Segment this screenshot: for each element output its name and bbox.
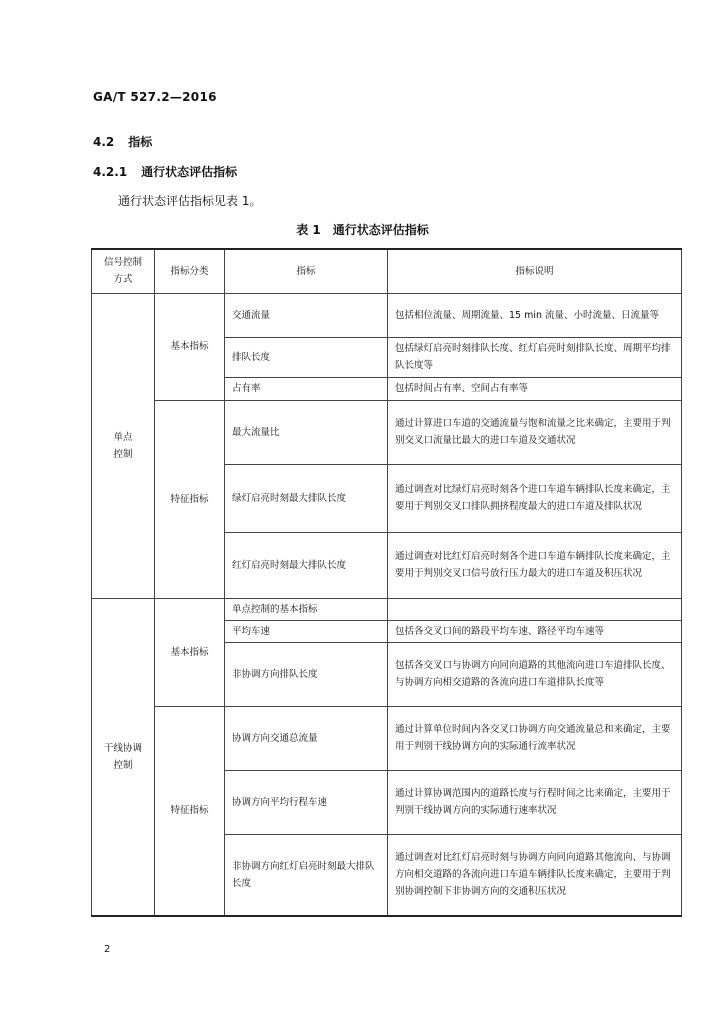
indicator-cell: 交通流量 bbox=[225, 293, 388, 337]
description-cell: 通过计算进口车道的交通流量与饱和流量之比来确定，主要用于判别交叉口流量比最大的进口车道及交通状况 bbox=[388, 400, 682, 464]
category-cell: 特征指标 bbox=[155, 400, 225, 598]
description-cell: 通过计算协调范围内的道路长度与行程时间之比来确定，主要用于判别干线协调方向的实际通行速率状况 bbox=[388, 770, 682, 834]
table-row bbox=[92, 706, 682, 770]
table-row bbox=[92, 293, 682, 337]
description-cell: 包括各交叉口与协调方向同向道路的其他流向进口车道排队长度、与协调方向相交道路的各流向进口车道排队长度等 bbox=[388, 642, 682, 706]
page-number: 2 bbox=[104, 944, 111, 955]
section-heading bbox=[93, 133, 152, 150]
section-title: 指标 bbox=[128, 135, 153, 149]
indicator-cell: 最大流量比 bbox=[225, 400, 388, 464]
description-cell: 通过调查对比绿灯启亮时刻各个进口车道车辆排队长度来确定，主要用于判别交叉口排队拥挤程度最大的进口车道及排队状况 bbox=[388, 464, 682, 532]
table-row bbox=[92, 400, 682, 464]
intro-paragraph: 通行状态评估指标见表 1。 bbox=[118, 194, 262, 208]
table-header-row bbox=[92, 249, 682, 293]
indicator-cell: 红灯启亮时刻最大排队长度 bbox=[225, 532, 388, 598]
table-title: 表 1 通行状态评估指标 bbox=[296, 223, 429, 237]
description-cell: 通过调查对比红灯启亮时刻各个进口车道车辆排队长度来确定，主要用于判别交叉口信号放行压力最大的进口车道及积压状况 bbox=[388, 532, 682, 598]
category-cell: 基本指标 bbox=[155, 598, 225, 706]
indicator-table bbox=[91, 248, 682, 917]
section-number: 4.2 bbox=[93, 135, 115, 149]
indicator-cell: 非协调方向排队长度 bbox=[225, 642, 388, 706]
indicator-cell: 单点控制的基本指标 bbox=[225, 598, 388, 620]
category-cell: 基本指标 bbox=[155, 293, 225, 400]
description-cell: 包括时间占有率、空间占有率等 bbox=[388, 377, 682, 400]
description-cell: 包括相位流量、周期流量、15 min 流量、小时流量、日流量等 bbox=[388, 293, 682, 337]
subsection-number: 4.2.1 bbox=[93, 165, 128, 179]
document-code: GA/T 527.2—2016 bbox=[93, 90, 217, 104]
description-cell: 通过调查对比红灯启亮时刻与协调方向同向道路其他流向、与协调方向相交道路的各流向进口车道车辆排队长度来确定，主要用于判别协调控制下非协调方向的交通积压状况 bbox=[388, 834, 682, 916]
table-row bbox=[92, 598, 682, 620]
subsection-heading bbox=[93, 163, 237, 180]
header-cell: 信号控制方式 bbox=[92, 249, 155, 293]
header-cell: 指标说明 bbox=[388, 249, 682, 293]
description-cell: 包括绿灯启亮时刻排队长度、红灯启亮时刻排队长度、周期平均排队长度等 bbox=[388, 337, 682, 377]
indicator-cell: 协调方向平均行程车速 bbox=[225, 770, 388, 834]
indicator-cell: 协调方向交通总流量 bbox=[225, 706, 388, 770]
indicator-cell: 非协调方向红灯启亮时刻最大排队长度 bbox=[225, 834, 388, 916]
indicator-cell: 占有率 bbox=[225, 377, 388, 400]
header-cell: 指标分类 bbox=[155, 249, 225, 293]
mode-cell: 干线协调控制 bbox=[92, 598, 155, 916]
header-cell: 指标 bbox=[225, 249, 388, 293]
indicator-cell: 平均车速 bbox=[225, 620, 388, 642]
description-cell bbox=[388, 598, 682, 620]
indicator-cell: 排队长度 bbox=[225, 337, 388, 377]
description-cell: 包括各交叉口间的路段平均车速、路径平均车速等 bbox=[388, 620, 682, 642]
category-cell: 特征指标 bbox=[155, 706, 225, 916]
mode-cell: 单点控制 bbox=[92, 293, 155, 598]
indicator-cell: 绿灯启亮时刻最大排队长度 bbox=[225, 464, 388, 532]
description-cell: 通过计算单位时间内各交叉口协调方向交通流量总和来确定，主要用于判别干线协调方向的实际通行流率状况 bbox=[388, 706, 682, 770]
subsection-title: 通行状态评估指标 bbox=[141, 165, 238, 179]
